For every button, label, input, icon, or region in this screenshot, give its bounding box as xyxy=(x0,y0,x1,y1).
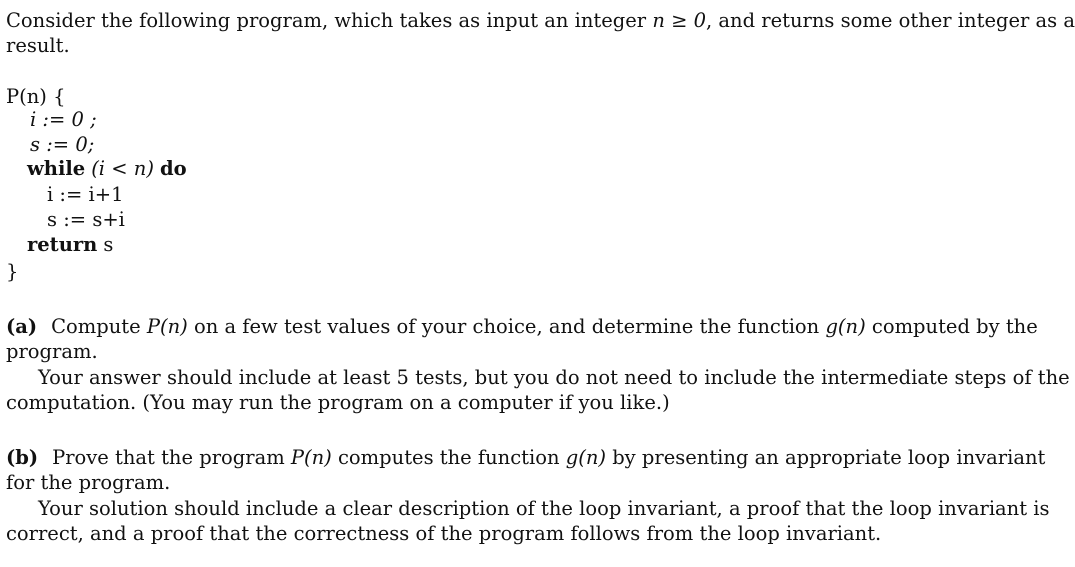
part-b-text-2: computes the function xyxy=(331,446,566,469)
part-b-line-4: correct, and a proof that the correctness of the program follows from the loop invariant. xyxy=(6,522,882,545)
return-keyword: return xyxy=(27,233,98,256)
while-keyword: while xyxy=(27,157,86,180)
intro-line-1 xyxy=(6,9,1075,33)
part-b-line-2: for the program. xyxy=(6,471,171,494)
intro-line-2: result. xyxy=(6,34,70,57)
part-a-label: (a) xyxy=(6,315,38,338)
while-condition: (i < n) xyxy=(91,157,154,180)
part-a-text-1: Compute xyxy=(51,315,147,338)
part-b-label: (b) xyxy=(6,446,39,469)
part-a-line-3: Your answer should include at least 5 tests, but you do not need to include the intermediate steps of the xyxy=(38,366,1070,389)
do-keyword: do xyxy=(159,157,187,180)
program-close-brace: } xyxy=(6,260,19,283)
part-a-line-4: computation. (You may run the program on a computer if you like.) xyxy=(6,391,670,414)
part-a-line-1 xyxy=(6,315,1038,339)
part-a-text-3: computed by the xyxy=(865,315,1038,338)
part-b-math-pn: P(n) xyxy=(290,446,332,469)
intro-text: Consider the following program, which takes as input an integer xyxy=(6,9,653,32)
part-a-line-2: program. xyxy=(6,340,98,363)
part-b-math-gn: g(n) xyxy=(565,446,606,469)
program-body-s: s := s+i xyxy=(47,208,125,231)
part-a-text-2: on a few test values of your choice, and determine the function xyxy=(187,315,826,338)
part-b-line-1 xyxy=(6,446,1046,470)
program-i-init: i := 0 ; xyxy=(30,108,97,131)
return-value: s xyxy=(103,233,114,256)
intro-text-end: , and returns some other integer as a xyxy=(706,9,1075,32)
part-b-line-3: Your solution should include a clear description of the loop invariant, a proof that the loop invariant is xyxy=(38,497,1050,520)
intro-math-n: n ≥ 0 xyxy=(652,9,707,32)
program-body-i: i := i+1 xyxy=(47,183,124,206)
part-b-text-1: Prove that the program xyxy=(52,446,291,469)
part-a-math-gn: g(n) xyxy=(825,315,866,338)
program-return-line xyxy=(27,233,113,257)
program-header: P(n) { xyxy=(6,85,66,108)
program-while-line xyxy=(27,157,187,181)
part-b-text-3: by presenting an appropriate loop invariant xyxy=(606,446,1046,469)
program-s-init: s := 0; xyxy=(30,133,95,156)
part-a-math-pn: P(n) xyxy=(146,315,188,338)
